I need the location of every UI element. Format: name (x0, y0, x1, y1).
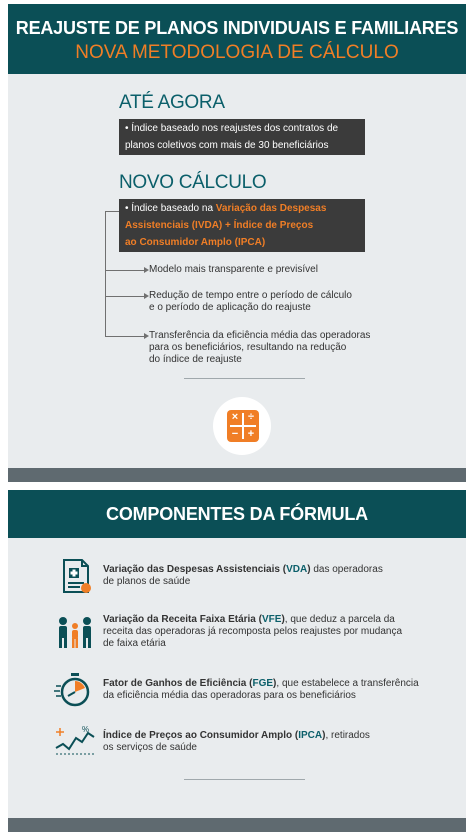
component-vfe-acronym: VFE (261, 614, 282, 625)
novo-box-line-1 (125, 200, 359, 217)
benefit-3-line-1: Transferência da eficiência média das operadoras (149, 330, 371, 341)
connector-line (105, 211, 106, 337)
divider (184, 779, 305, 780)
components-panel (8, 490, 466, 832)
component-item-vfe (103, 614, 433, 650)
times-symbol: × (231, 411, 239, 423)
svg-text:%: % (82, 725, 90, 734)
page-subtitle: NOVA METODOLOGIA DE CÁLCULO (75, 42, 399, 63)
component-vda-label: Variação das Despesas Assistenciais ( (103, 564, 287, 575)
divide-symbol: ÷ (247, 411, 255, 423)
component-fge-line-2: da eficiência média das operadoras para os beneficiários (103, 690, 356, 701)
stopwatch-icon (54, 672, 96, 708)
ate-agora-line-1: • Índice baseado nos reajustes dos contratos de (125, 123, 339, 134)
component-vfe-rest: , que deduz a parcela da (284, 614, 395, 625)
novo-box-highlight-2: Assistenciais (IVDA) + Índice de Preços (125, 220, 314, 231)
component-fge-acronym: FGE (252, 678, 274, 689)
component-vfe-label: Variação da Receita Faixa Etária ( (103, 614, 262, 625)
components-title: COMPONENTES DA FÓRMULA (106, 504, 368, 524)
component-fge-line-1 (103, 678, 433, 690)
component-vda-paren: ) (307, 564, 311, 575)
component-fge-rest: , que estabelece a transferência (276, 678, 419, 689)
medical-document-icon (54, 558, 96, 594)
minus-symbol: − (231, 428, 239, 440)
benefit-2-line-2: e o período de aplicação do reajuste (149, 302, 311, 313)
connector-branch-2 (105, 296, 145, 297)
novo-calculo-box (119, 199, 365, 252)
section-title-novo-calculo: NOVO CÁLCULO (119, 172, 267, 193)
price-chart-icon (54, 724, 96, 760)
component-fge-paren: ) (273, 678, 277, 689)
component-vfe-line-1 (103, 614, 433, 626)
components-header-bar (8, 490, 466, 538)
header-bar (8, 4, 466, 74)
component-item-fge (103, 678, 433, 702)
component-vda-line-1 (103, 564, 433, 576)
benefit-1-line-1: Modelo mais transparente e previsível (149, 264, 318, 275)
connector-branch-3 (105, 336, 145, 337)
benefit-item-1 (149, 264, 429, 276)
benefit-2-line-1: Redução de tempo entre o período de cálculo (149, 290, 352, 301)
connector-branch-top (105, 211, 119, 212)
page-title: REAJUSTE DE PLANOS INDIVIDUAIS E FAMILIARES (15, 18, 459, 38)
benefit-item-2 (149, 290, 429, 314)
novo-box-highlight-1: Variação das Despesas (215, 203, 327, 214)
component-ipca-line-1 (103, 730, 433, 742)
benefit-3-line-3: do índice de reajuste (149, 354, 242, 365)
component-vfe-paren: ) (281, 614, 285, 625)
section-title-ate-agora: ATÉ AGORA (119, 92, 225, 113)
component-vda-acronym: VDA (286, 564, 308, 575)
family-icon (54, 614, 96, 650)
divider (184, 378, 305, 379)
calculator-icon (227, 410, 259, 442)
component-vda-line-2: de planos de saúde (103, 576, 191, 587)
component-item-vda (103, 564, 433, 588)
benefit-3-line-2: para os beneficiários, resultando na redução (149, 342, 347, 353)
novo-box-prefix: • Índice baseado na (125, 203, 216, 214)
component-item-ipca (103, 730, 433, 754)
component-vfe-line-3: de faixa etária (103, 638, 166, 649)
ate-agora-line-2: planos coletivos com mais de 30 beneficiários (125, 140, 329, 151)
component-vda-rest: das operadoras (310, 564, 383, 575)
component-fge-label: Fator de Ganhos de Eficiência ( (103, 678, 253, 689)
ate-agora-box (119, 119, 365, 155)
component-ipca-label: Índice de Preços ao Consumidor Amplo ( (103, 730, 299, 741)
footer-bar (8, 818, 466, 832)
benefit-item-3 (149, 330, 429, 366)
component-ipca-acronym: IPCA (298, 730, 323, 741)
methodology-panel (8, 4, 466, 482)
component-ipca-rest: , retirados (325, 730, 370, 741)
connector-branch-1 (105, 270, 145, 271)
plus-symbol: + (247, 428, 255, 440)
footer-bar (8, 468, 466, 482)
component-ipca-line-2: os serviços de saúde (103, 742, 197, 753)
novo-box-highlight-3: ao Consumidor Amplo (IPCA) (125, 237, 266, 248)
component-vfe-line-2: receita das operadoras já recomposta pelos reajustes por mudança (103, 626, 403, 637)
component-ipca-paren: ) (322, 730, 326, 741)
